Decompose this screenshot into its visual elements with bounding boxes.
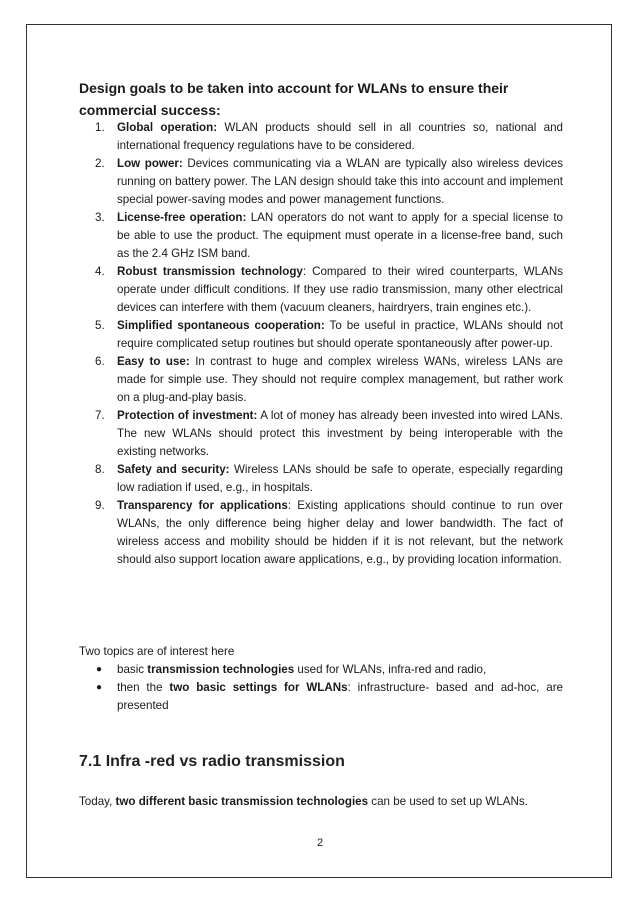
item-text: Devices communicating via a WLAN are typically also wireless devices running on battery power. The LAN design should take this into account and implement special power-saving modes and power management functions.: [117, 157, 564, 206]
item-title: Easy to use:: [117, 355, 190, 368]
item-number: 1.: [95, 121, 105, 134]
item-title: Protection of investment:: [117, 409, 258, 422]
item-title: Safety and security:: [117, 463, 230, 476]
section-heading: Design goals to be taken into account for WLANs to ensure their commercial success:: [79, 80, 509, 118]
item-text: : Compared to their wired counterparts, WLANs operate under difficult conditions. If they use radio transmission, many other electrical devices can interfere with them (vacuum cleaners, hairdryers, train engines etc.).: [117, 265, 563, 314]
item-number: 8.: [95, 463, 105, 476]
item-number: 5.: [95, 319, 105, 332]
item-number: 9.: [95, 499, 105, 512]
item-number: 2.: [95, 157, 105, 170]
item-title: Transparency for applications: [117, 499, 288, 512]
paragraph-bold-text: two different basic transmission technologies: [115, 795, 369, 808]
item-title: Low power:: [117, 157, 183, 170]
bullet-bold-text: two basic settings for WLANs: [169, 681, 348, 694]
list-item: [79, 461, 563, 497]
list-item: [79, 317, 563, 353]
topics-intro: Two topics are of interest here: [79, 645, 235, 658]
item-text: WLAN products should sell in all countries so, national and international frequency regulations have to be considered.: [117, 121, 563, 152]
design-goals-list: [79, 119, 563, 569]
paragraph-text: Today,: [79, 795, 116, 808]
item-text: To be useful in practice, WLANs should not require complicated setup routines but should operate spontaneously after power-up.: [117, 319, 563, 350]
bullet-text: basic: [117, 663, 148, 676]
item-title: Robust transmission technology: [117, 265, 303, 278]
item-text: A lot of money has already been invested into wired LANs. The new WLANs should protect this investment by being interoperable with the existing networks.: [117, 409, 563, 458]
item-number: 4.: [95, 265, 105, 278]
bullet-bold-text: transmission technologies: [147, 663, 295, 676]
subsection-title: 7.1 Infra -red vs radio transmission: [79, 753, 345, 770]
item-text: : Existing applications should continue to run over WLANs, the only difference being higher delay and lower bandwidth. The fact of wireless access and mobility should be hidden if it is not relevant, but the network should also support location aware applications, e.g., by providing location information.: [117, 499, 563, 566]
item-title: License-free operation:: [117, 211, 247, 224]
page-number: 2: [316, 837, 324, 849]
list-item: [79, 209, 563, 263]
topics-list: [79, 661, 563, 715]
bullet-text: used for WLANs, infra-red and radio,: [294, 663, 487, 676]
item-title: Simplified spontaneous cooperation:: [117, 319, 325, 332]
list-item: [79, 353, 563, 407]
bullet-text: : infrastructure- based and ad-hoc, are presented: [117, 681, 563, 712]
list-item: [79, 497, 563, 569]
list-item: [79, 407, 563, 461]
item-text: LAN operators do not want to apply for a special license to be able to use the product. The equipment must operate in a license-free band, such as the 2.4 GHz ISM band.: [117, 211, 563, 260]
item-text: In contrast to huge and complex wireless WANs, wireless LANs are made for simple use. They should not require complex management, but rather work on a plug-and-play basis.: [117, 355, 563, 404]
closing-paragraph: [79, 793, 563, 811]
list-item: [79, 661, 563, 679]
document-page: [26, 24, 612, 878]
paragraph-text: can be used to set up WLANs.: [368, 795, 528, 808]
item-number: 3.: [95, 211, 105, 224]
item-number: 6.: [95, 355, 105, 368]
list-item: [79, 679, 563, 715]
item-title: Global operation:: [117, 121, 218, 134]
item-text: Wireless LANs should be safe to operate, especially regarding low radiation if used, e.g., in hospitals.: [117, 463, 563, 494]
item-number: 7.: [95, 409, 105, 422]
list-item: [79, 263, 563, 317]
bullet-icon: ●: [96, 682, 103, 693]
bullet-icon: ●: [96, 664, 103, 675]
list-item: [79, 119, 563, 155]
bullet-text: then the: [117, 681, 170, 694]
list-item: [79, 155, 563, 209]
